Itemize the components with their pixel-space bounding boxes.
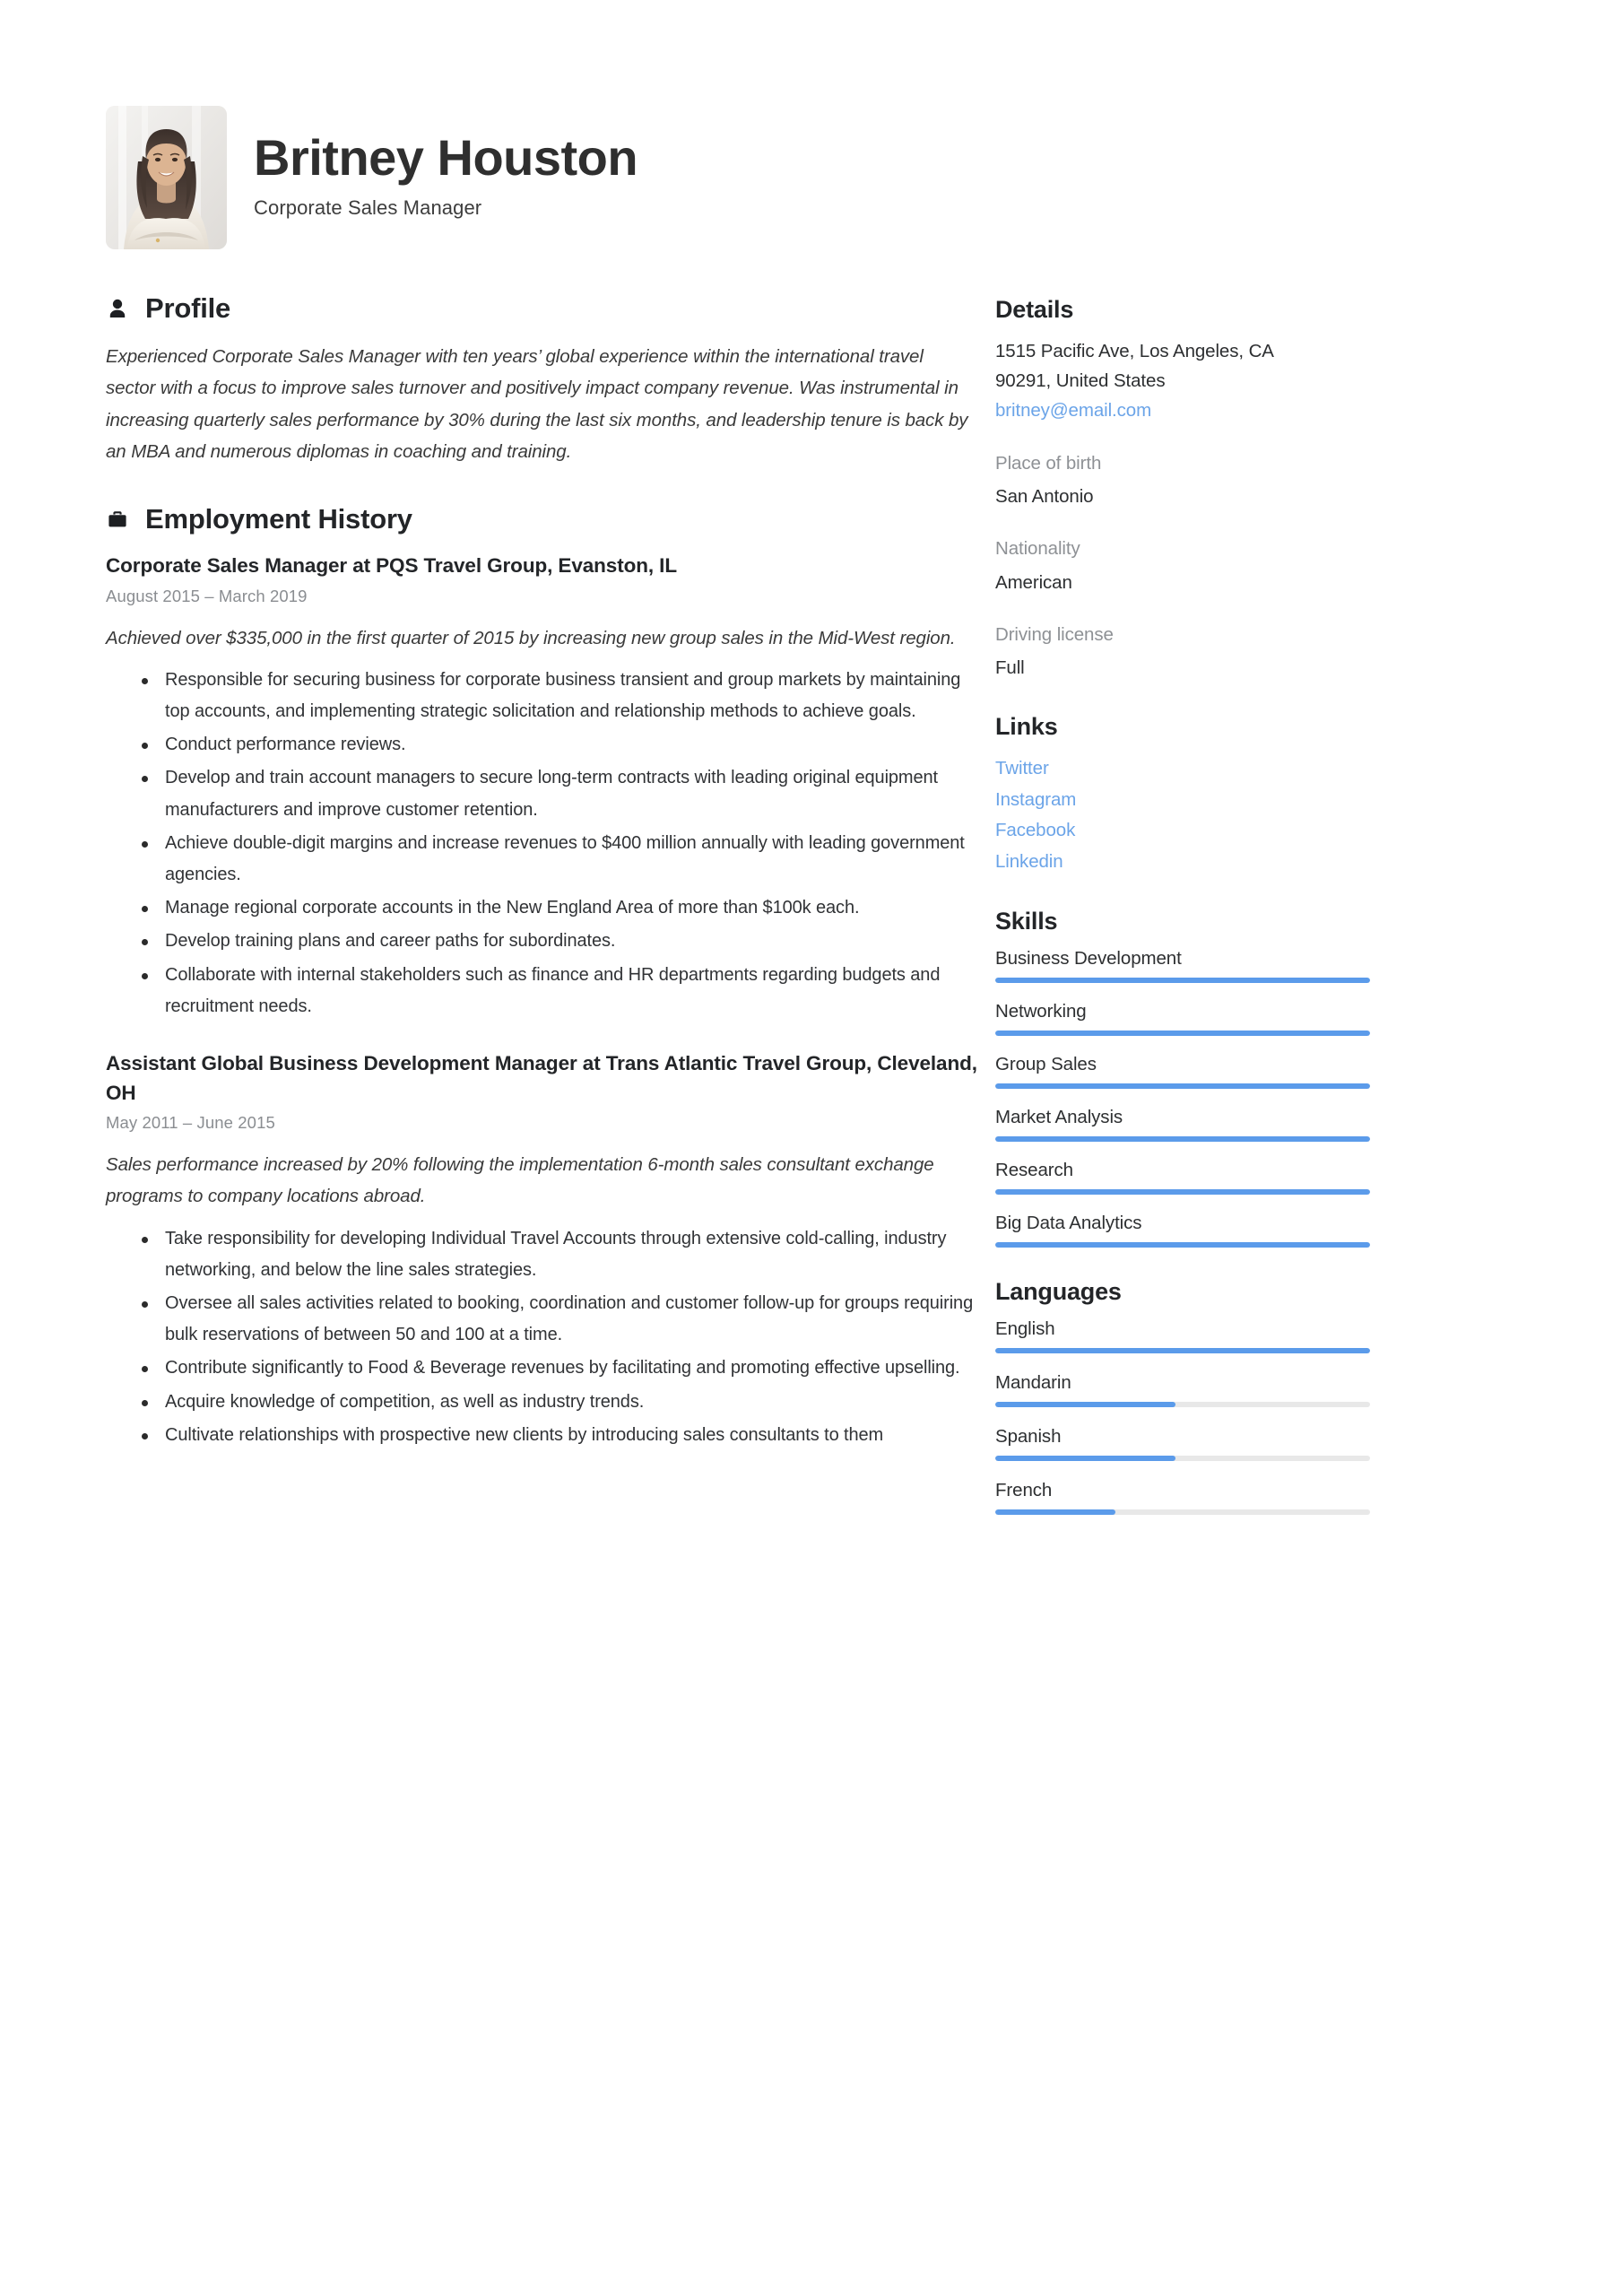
language-level-bar	[995, 1402, 1370, 1407]
address-line-2: 90291, United States	[995, 370, 1166, 392]
list-item: Cultivate relationships with prospective new clients by introducing sales consultants to them	[138, 1420, 977, 1451]
resume-header	[0, 0, 1622, 249]
employment-entry	[106, 1049, 977, 1451]
employment-entry-dates: August 2015 – March 2019	[106, 586, 308, 605]
list-item: Take responsibility for developing Individual Travel Accounts through extensive cold-calling, industry networking, and below the line sales strategies.	[138, 1223, 977, 1286]
skill-item	[995, 948, 1417, 983]
language-item	[995, 1318, 1417, 1353]
page-title: Britney Houston	[254, 129, 638, 187]
skill-level-fill	[995, 1189, 1370, 1195]
person-icon	[106, 296, 129, 321]
detail-group	[995, 449, 1417, 512]
links-title: Links	[995, 713, 1058, 741]
employment-entry-summary: Achieved over $335,000 in the first quarter of 2015 by increasing new group sales in the Mid-West region.	[106, 627, 956, 648]
profile-heading	[106, 292, 977, 325]
list-item: Acquire knowledge of competition, as well as industry trends.	[138, 1387, 977, 1418]
skill-level-fill	[995, 1242, 1370, 1248]
sidebar-details	[995, 296, 1417, 683]
language-level-bar	[995, 1456, 1370, 1461]
list-item: Responsible for securing business for corporate business transient and group markets by maintaining top accounts, and implementing strategic solicitation and relationship methods to achieve goals.	[138, 665, 977, 727]
language-label: English	[995, 1318, 1055, 1339]
employment-entry-heading: Assistant Global Business Development Manager at Trans Atlantic Travel Group, Cleveland, OH	[106, 1051, 977, 1104]
skill-label: Big Data Analytics	[995, 1212, 1142, 1233]
language-level-fill	[995, 1509, 1115, 1515]
skill-level-bar	[995, 1242, 1370, 1248]
list-item: Oversee all sales activities related to booking, coordination and customer follow-up for groups requiring bulk reservations of between 50 and 100 at a time.	[138, 1288, 977, 1351]
language-item	[995, 1480, 1417, 1515]
language-level-fill	[995, 1402, 1175, 1407]
detail-label: Place of birth	[995, 452, 1102, 474]
skill-level-fill	[995, 1136, 1370, 1142]
sidebar-column	[995, 292, 1417, 1545]
profile-body: Experienced Corporate Sales Manager with ten years’ global experience within the international travel sector with a focus to improve sales turnover and positively impact company revenue. Was instrumental in increasing quarterly sales performance by 30% during the last six months, and leadership tenure is back by an MBA and numerous diplomas in coaching and training.	[106, 346, 968, 462]
skill-level-bar	[995, 978, 1370, 983]
skill-level-bar	[995, 1031, 1370, 1036]
header-text	[254, 130, 638, 225]
profile-title: Profile	[145, 292, 231, 324]
skills-list	[995, 948, 1417, 1248]
job-title-subtitle: Corporate Sales Manager	[254, 196, 482, 219]
detail-value: San Antonio	[995, 486, 1094, 508]
language-item	[995, 1372, 1417, 1407]
main-column	[0, 292, 995, 1487]
portrait-photo-icon	[106, 106, 227, 249]
employment-entry	[106, 552, 977, 1022]
skill-label: Market Analysis	[995, 1106, 1123, 1127]
list-item: Conduct performance reviews.	[138, 729, 977, 761]
link-linkedin[interactable]: Linkedin	[995, 850, 1063, 872]
employment-title: Employment History	[145, 503, 412, 535]
language-level-fill	[995, 1456, 1175, 1461]
list-item: Collaborate with internal stakeholders such as finance and HR departments regarding budgets and recruitment needs.	[138, 960, 977, 1022]
employment-entry-bullets	[106, 1223, 977, 1451]
employment-entry-bullets	[106, 665, 977, 1022]
language-level-fill	[995, 1348, 1370, 1353]
list-item: Develop and train account managers to secure long-term contracts with leading original equipment manufacturers and improve customer retention.	[138, 762, 977, 825]
language-label: Mandarin	[995, 1371, 1071, 1393]
detail-group	[995, 535, 1417, 597]
sidebar-links	[995, 713, 1417, 877]
employment-heading	[106, 503, 977, 535]
languages-list	[995, 1318, 1417, 1515]
detail-value: Full	[995, 657, 1025, 679]
skill-level-fill	[995, 978, 1370, 983]
language-level-bar	[995, 1509, 1370, 1515]
employment-entry-dates: May 2011 – June 2015	[106, 1113, 275, 1133]
address-line-1: 1515 Pacific Ave, Los Angeles, CA	[995, 341, 1274, 361]
detail-value: American	[995, 571, 1072, 593]
briefcase-icon	[106, 507, 129, 532]
language-level-bar	[995, 1348, 1370, 1353]
employment-list	[106, 552, 977, 1451]
language-label: Spanish	[995, 1425, 1062, 1447]
skill-label: Group Sales	[995, 1053, 1097, 1074]
details-fields	[995, 449, 1417, 683]
section-employment	[106, 503, 977, 1451]
skill-level-bar	[995, 1189, 1370, 1195]
list-item: Manage regional corporate accounts in the New England Area of more than $100k each.	[138, 892, 977, 924]
link-instagram[interactable]: Instagram	[995, 788, 1077, 810]
employment-entry-summary: Sales performance increased by 20% following the implementation 6-month sales consultant exchange programs to company locations abroad.	[106, 1154, 934, 1207]
links-list	[995, 753, 1417, 877]
language-label: French	[995, 1479, 1053, 1500]
sidebar-languages	[995, 1278, 1417, 1515]
skill-item	[995, 1107, 1417, 1142]
skill-label: Research	[995, 1159, 1073, 1180]
section-profile	[106, 292, 977, 467]
detail-label: Nationality	[995, 538, 1080, 560]
list-item: Achieve double-digit margins and increase revenues to $400 million annually with leading government agencies.	[138, 828, 977, 891]
avatar	[106, 106, 227, 249]
detail-label: Driving license	[995, 623, 1114, 645]
resume-body	[0, 249, 1622, 1545]
link-facebook[interactable]: Facebook	[995, 820, 1076, 841]
skill-level-bar	[995, 1083, 1370, 1089]
link-twitter[interactable]: Twitter	[995, 758, 1049, 779]
list-item: Develop training plans and career paths for subordinates.	[138, 926, 977, 957]
languages-title: Languages	[995, 1277, 1122, 1305]
employment-entry-heading: Corporate Sales Manager at PQS Travel Group, Evanston, IL	[106, 554, 677, 577]
skill-level-bar	[995, 1136, 1370, 1142]
skill-item	[995, 1160, 1417, 1195]
skill-item	[995, 1213, 1417, 1248]
skills-title: Skills	[995, 907, 1058, 935]
skill-item	[995, 1001, 1417, 1036]
skill-label: Business Development	[995, 947, 1182, 969]
skill-item	[995, 1054, 1417, 1089]
details-title: Details	[995, 296, 1074, 323]
skill-level-fill	[995, 1083, 1370, 1089]
skill-level-fill	[995, 1031, 1370, 1036]
language-item	[995, 1426, 1417, 1461]
skill-label: Networking	[995, 1000, 1087, 1022]
list-item: Contribute significantly to Food & Beverage revenues by facilitating and promoting effective upselling.	[138, 1352, 977, 1384]
email-link[interactable]: britney@email.com	[995, 400, 1152, 422]
detail-group	[995, 621, 1417, 683]
sidebar-skills	[995, 908, 1417, 1248]
